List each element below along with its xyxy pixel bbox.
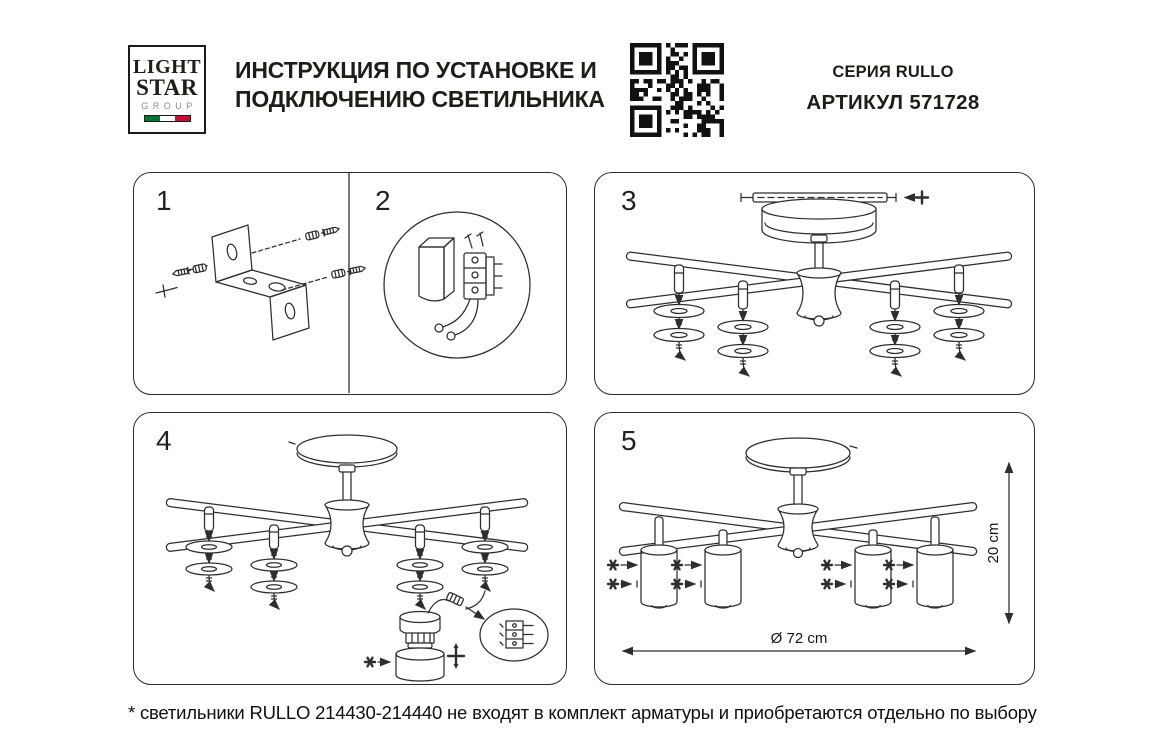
diameter-dimension-label: Ø 72 cm xyxy=(770,630,828,647)
flag-white-segment xyxy=(160,116,175,121)
dimension-diameter xyxy=(623,630,975,651)
cylinder-shade xyxy=(855,545,891,608)
title-line-1: ИНСТРУКЦИЯ ПО УСТАНОВКЕ И xyxy=(235,57,597,83)
height-dimension-label: 20 cm xyxy=(985,522,1002,564)
title-line-2: ПОДКЛЮЧЕНИЮ СВЕТИЛЬНИКА xyxy=(235,86,605,112)
cylinder-shade xyxy=(641,545,677,608)
logo-word-light: LIGHT xyxy=(132,55,202,78)
cylinder-shade xyxy=(917,545,953,608)
step-2-number: 2 xyxy=(375,185,391,216)
mounting-bracket-drawing xyxy=(156,225,366,340)
italian-flag-stripe xyxy=(144,115,191,122)
flag-red-segment xyxy=(175,116,190,121)
article-label: АРТИКУЛ 571728 xyxy=(806,91,980,114)
adjust-screw-icon xyxy=(448,643,464,669)
step-1-number: 1 xyxy=(156,185,172,216)
shade-markers xyxy=(608,561,913,589)
lamp-holder xyxy=(186,507,232,591)
dowel-screw-left xyxy=(172,264,207,278)
terminal-detail-bubble xyxy=(480,609,548,661)
central-hub xyxy=(778,504,818,558)
lightstar-logo xyxy=(128,45,206,134)
socket-and-shade-detail xyxy=(365,591,485,681)
central-hub xyxy=(325,500,369,556)
screw-icon xyxy=(905,192,928,204)
canopy-plate-drawing xyxy=(289,435,397,467)
wire-connector-icon xyxy=(446,592,464,606)
step-5-number: 5 xyxy=(621,425,637,456)
product-meta xyxy=(788,63,998,115)
panel-step-4 xyxy=(133,412,567,685)
central-hub xyxy=(797,268,841,326)
step-5-drawing xyxy=(595,413,1033,683)
flag-green-segment xyxy=(145,116,160,121)
step-3-number: 3 xyxy=(621,185,637,216)
canopy-plate-drawing xyxy=(746,438,857,472)
asterisk-marker xyxy=(365,658,375,667)
logo-word-group: GROUP xyxy=(141,100,197,111)
loose-screw-icon xyxy=(156,285,177,297)
panel-step-3 xyxy=(594,172,1035,395)
lamp-holder xyxy=(654,265,704,360)
footnote: * светильники RULLO 214430-214440 не входят в комплект арматуры и приобретаются отдельно по выбору xyxy=(128,702,1037,723)
panel-step-5 xyxy=(594,412,1035,685)
step-4-drawing xyxy=(134,413,565,683)
step-1-2-drawing xyxy=(134,173,565,393)
dimension-height xyxy=(985,463,1009,623)
logo-word-star: STAR xyxy=(136,74,198,100)
qr-code xyxy=(630,43,724,137)
wiring-detail-drawing xyxy=(384,212,530,358)
lamp-holder xyxy=(462,507,508,591)
step-3-drawing xyxy=(595,173,1033,393)
lamp-holder xyxy=(934,265,984,360)
page-title xyxy=(235,56,605,114)
step-4-number: 4 xyxy=(156,425,172,456)
series-label: СЕРИЯ RULLO xyxy=(832,63,954,81)
panel-step-1-2 xyxy=(133,172,567,395)
dowel-screw-top xyxy=(305,225,340,240)
cylinder-shade xyxy=(705,545,741,608)
